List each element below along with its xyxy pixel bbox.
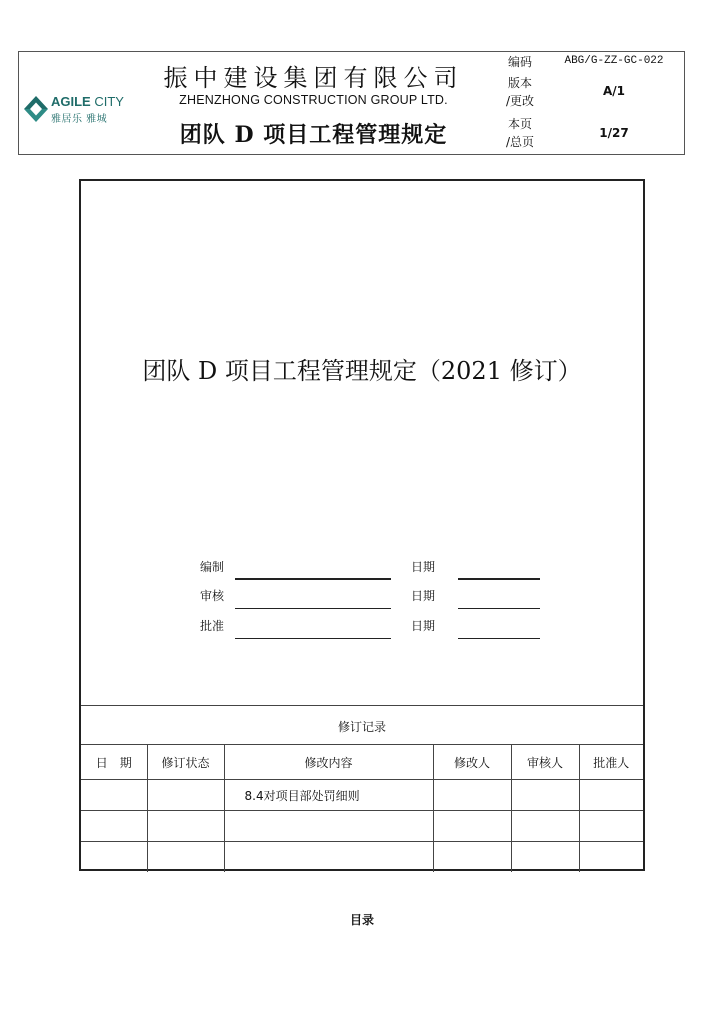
table-cell [433, 780, 511, 811]
page-value-cell [544, 112, 684, 154]
table-cell [433, 811, 511, 842]
table-row [81, 780, 643, 811]
document-title: 团队 D 项目工程管理规定（2021 修订） [142, 357, 582, 385]
table-cell: 8.4对项目部处罚细则 [224, 780, 433, 811]
code-value: ABG/G-ZZ-GC-022 [564, 55, 664, 67]
rule-title: 团队 D 项目工程管理规定 [179, 122, 448, 148]
date-line-prepared [458, 578, 540, 580]
column-header-reviewer: 审核人 [511, 745, 579, 780]
column-header-modifier: 修改人 [433, 745, 511, 780]
toc-heading: 目录 [349, 913, 374, 927]
cover-frame [79, 179, 645, 871]
table-cell [224, 842, 433, 873]
sign-line-prepared [235, 578, 391, 580]
rule-title-cell [131, 112, 496, 154]
revision-table [81, 745, 643, 872]
logo-brand-en: AGILE CITY [51, 94, 124, 109]
table-row [81, 811, 643, 842]
column-header-approver: 批准人 [579, 745, 643, 780]
page-value: 1/27 [599, 126, 629, 140]
page-label-cell [496, 112, 544, 154]
revision-record-header [81, 705, 643, 745]
code-label-cell [496, 52, 544, 72]
column-header-status: 修订状态 [147, 745, 224, 780]
date-label-prepared: 日期 [411, 560, 436, 574]
sign-line-reviewed [235, 608, 391, 609]
table-cell [81, 811, 147, 842]
table-cell [511, 842, 579, 873]
page-label-2: /总页 [505, 135, 535, 149]
table-cell [147, 842, 224, 873]
date-label-reviewed: 日期 [411, 589, 436, 603]
column-header-date: 日 期 [81, 745, 147, 780]
logo-cell [19, 52, 131, 154]
table-cell [147, 780, 224, 811]
version-value: A/1 [602, 84, 626, 98]
code-label: 编码 [507, 55, 532, 69]
company-name-en: ZHENZHONG CONSTRUCTION GROUP LTD. [179, 93, 448, 107]
company-cell [131, 52, 496, 112]
date-label-approved: 日期 [411, 619, 436, 633]
revision-table-header-row [81, 745, 643, 780]
document-header [18, 51, 685, 155]
table-cell [579, 780, 643, 811]
table-cell [147, 811, 224, 842]
date-line-reviewed [458, 608, 540, 609]
table-cell [579, 842, 643, 873]
company-name-cn: 振中建设集团有限公司 [163, 64, 464, 92]
table-cell [511, 811, 579, 842]
column-header-content: 修改内容 [224, 745, 433, 780]
sign-label-approved: 批准 [200, 619, 225, 633]
sign-line-approved [235, 638, 391, 639]
table-cell [579, 811, 643, 842]
logo-brand-cn: 雅居乐 雅城 [51, 114, 108, 125]
agile-chevron-logo-icon [24, 96, 48, 122]
version-label-1: 版本 [507, 76, 532, 90]
revision-record-title: 修订记录 [337, 720, 386, 734]
sign-label-reviewed: 审核 [200, 589, 225, 603]
table-cell [81, 780, 147, 811]
company-logo [24, 94, 128, 124]
page-label-1: 本页 [507, 117, 532, 131]
table-cell [433, 842, 511, 873]
version-label-cell [496, 72, 544, 112]
table-cell [511, 780, 579, 811]
date-line-approved [458, 638, 540, 639]
code-value-cell [544, 52, 684, 72]
sign-label-prepared: 编制 [200, 560, 225, 574]
table-cell [224, 811, 433, 842]
version-value-cell [544, 72, 684, 112]
table-cell [81, 842, 147, 873]
table-row [81, 842, 643, 873]
version-label-2: /更改 [505, 94, 535, 108]
